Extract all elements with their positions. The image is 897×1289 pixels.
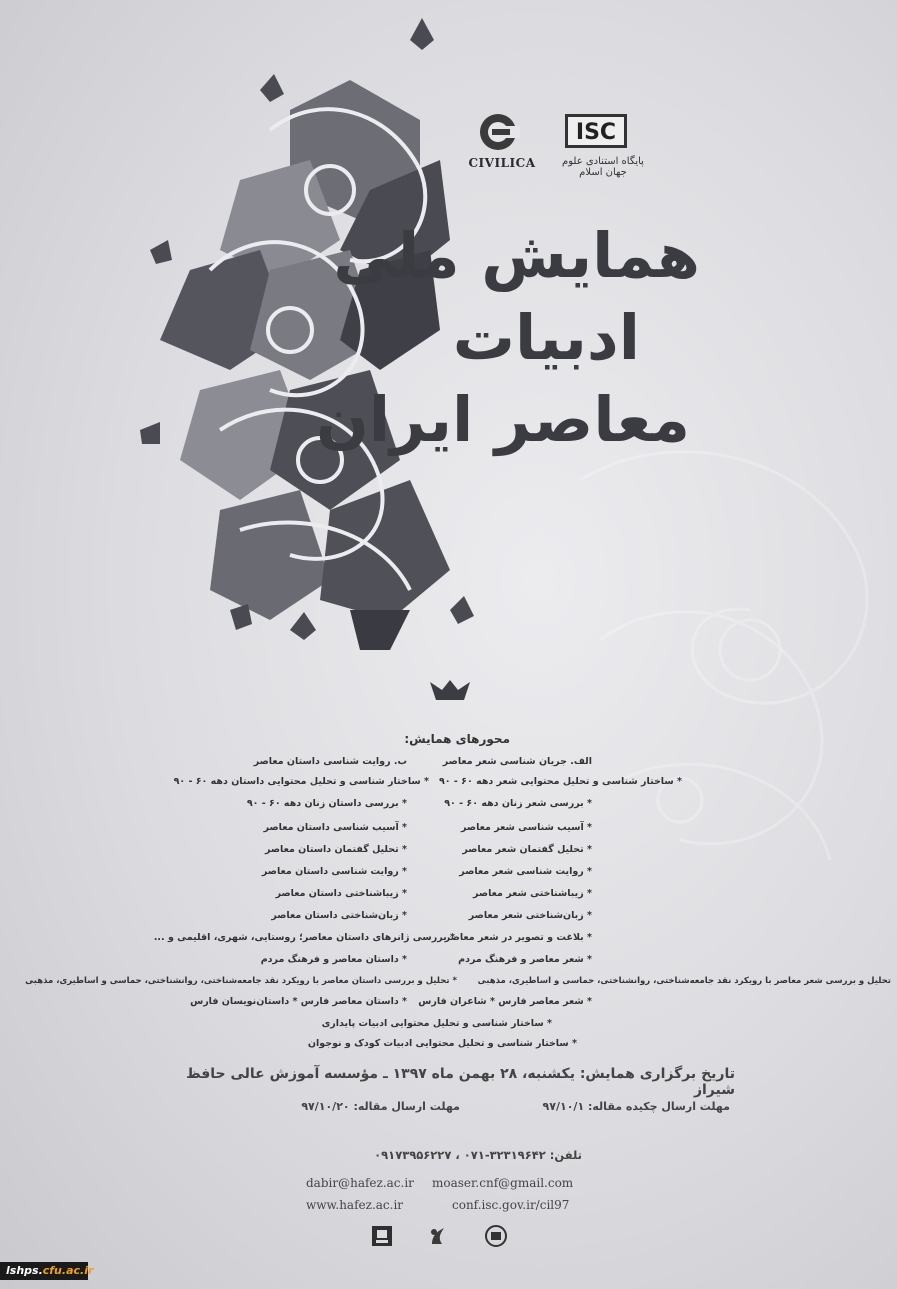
topic-item: * تحلیل گفتمان داستان معاصر [264, 844, 407, 855]
watermark-domain: cfu.ac.ir [42, 1264, 94, 1277]
topic-item: * روایت شناسی شعر معاصر [459, 866, 592, 877]
topic-item: * آسیب شناسی شعر معاصر [461, 822, 592, 833]
topic-item: * تحلیل و بررسی داستان معاصر با رویکرد نقد جامعه‌شناختی، روانشناختی، حماسی و اساطیری، مذهبی [25, 976, 457, 986]
title-line-1: همایش ملی [333, 219, 700, 292]
topic-item: * زبان‌شناختی شعر معاصر [468, 910, 592, 921]
topic-item: * شعر معاصر فارس * شاعران فارس [418, 996, 592, 1007]
email-link[interactable]: dabir@hafez.ac.ir [306, 1176, 414, 1190]
site-watermark-badge [0, 1262, 94, 1280]
phone-numbers: تلفن: ۳۲۳۱۹۶۴۲-۰۷۱ ، ۰۹۱۷۳۹۵۶۲۲۷ [374, 1148, 582, 1162]
event-date: تاریخ برگزاری همایش: یکشنبه، ۲۸ بهمن ماه ۱۳۹۷ ـ مؤسسه آموزش عالی حافظ شیراز [186, 1066, 735, 1098]
paper-deadline: مهلت ارسال مقاله: ۹۷/۱۰/۲۰ [301, 1100, 460, 1113]
topic-item: * ساختار شناسی و تحلیل محتوایی داستان دهه ۶۰ - ۹۰ [173, 776, 429, 787]
website-link[interactable]: conf.isc.gov.ir/cil97 [452, 1198, 570, 1212]
isc-caption: پایگاه استنادی علوم جهان اسلام [562, 156, 644, 178]
civilica-mark-icon [476, 112, 520, 152]
topic-item: * شعر معاصر و فرهنگ مردم [458, 954, 592, 965]
poster-title [316, 215, 700, 475]
isc-logo-text: ISC [565, 114, 627, 148]
topic-item: * بررسی شعر زنان دهه ۶۰ - ۹۰ [444, 798, 592, 809]
title-line-2: ادبیات [452, 301, 640, 374]
watermark-text: lshps. [6, 1264, 43, 1277]
topic-item: * داستان معاصر فارس * داستان‌نویسان فارس [190, 996, 407, 1007]
topic-item: ب. روایت شناسی داستان معاصر [253, 756, 407, 767]
topic-item: * ساختار شناسی و تحلیل محتوایی ادبیات کودک و نوجوان [307, 1038, 577, 1049]
sponsor-logo-icon [426, 1224, 450, 1248]
topic-item: * زبان‌شناختی داستان معاصر [271, 910, 407, 921]
topic-item: * روایت شناسی داستان معاصر [261, 866, 407, 877]
title-line-3: معاصر ایران [316, 383, 690, 456]
topics-heading: محورهای همایش: [404, 732, 510, 746]
university-logo-icon [370, 1224, 394, 1248]
civilica-text: CIVILICA [468, 156, 536, 170]
topic-item: * داستان معاصر و فرهنگ مردم [260, 954, 407, 965]
institute-logo-icon [484, 1224, 508, 1248]
abstract-deadline: مهلت ارسال چکیده مقاله: ۹۷/۱۰/۱ [542, 1100, 730, 1113]
email-link[interactable]: moaser.cnf@gmail.com [432, 1176, 574, 1190]
topic-item: الف. جریان شناسی شعر معاصر [442, 756, 592, 767]
topic-item: * زیباشناختی داستان معاصر [275, 888, 407, 899]
topic-item: * بلاغت و تصویر در شعر معاصر [444, 932, 592, 943]
topic-item: * ساختار شناسی و تحلیل محتوایی ادبیات پایداری [321, 1018, 552, 1029]
isc-logo [555, 112, 655, 180]
topic-item: * ساختار شناسی و تحلیل محتوایی شعر دهه ۶۰ - ۹۰ [438, 776, 682, 787]
topics-list [0, 752, 897, 1052]
civilica-logo [462, 112, 542, 180]
topic-item: تحلیل و بررسی شعر معاصر با رویکرد نقد جامعه‌شناختی، روانشناختی، حماسی و اساطیری، مذهبی [477, 976, 891, 986]
topic-item: * آسیب شناسی داستان معاصر [263, 822, 407, 833]
crest-ornament-icon [428, 678, 472, 702]
topic-item: * زیباشناختی شعر معاصر [472, 888, 592, 899]
website-link[interactable]: www.hafez.ac.ir [306, 1198, 404, 1212]
topic-item: * بررسی ژانرهای داستان معاصر؛ روستایی، شهری، اقلیمی و ... [153, 932, 455, 943]
topic-item: * تحلیل گفتمان شعر معاصر [462, 844, 592, 855]
topic-item: * بررسی داستان زنان دهه ۶۰ - ۹۰ [246, 798, 407, 809]
